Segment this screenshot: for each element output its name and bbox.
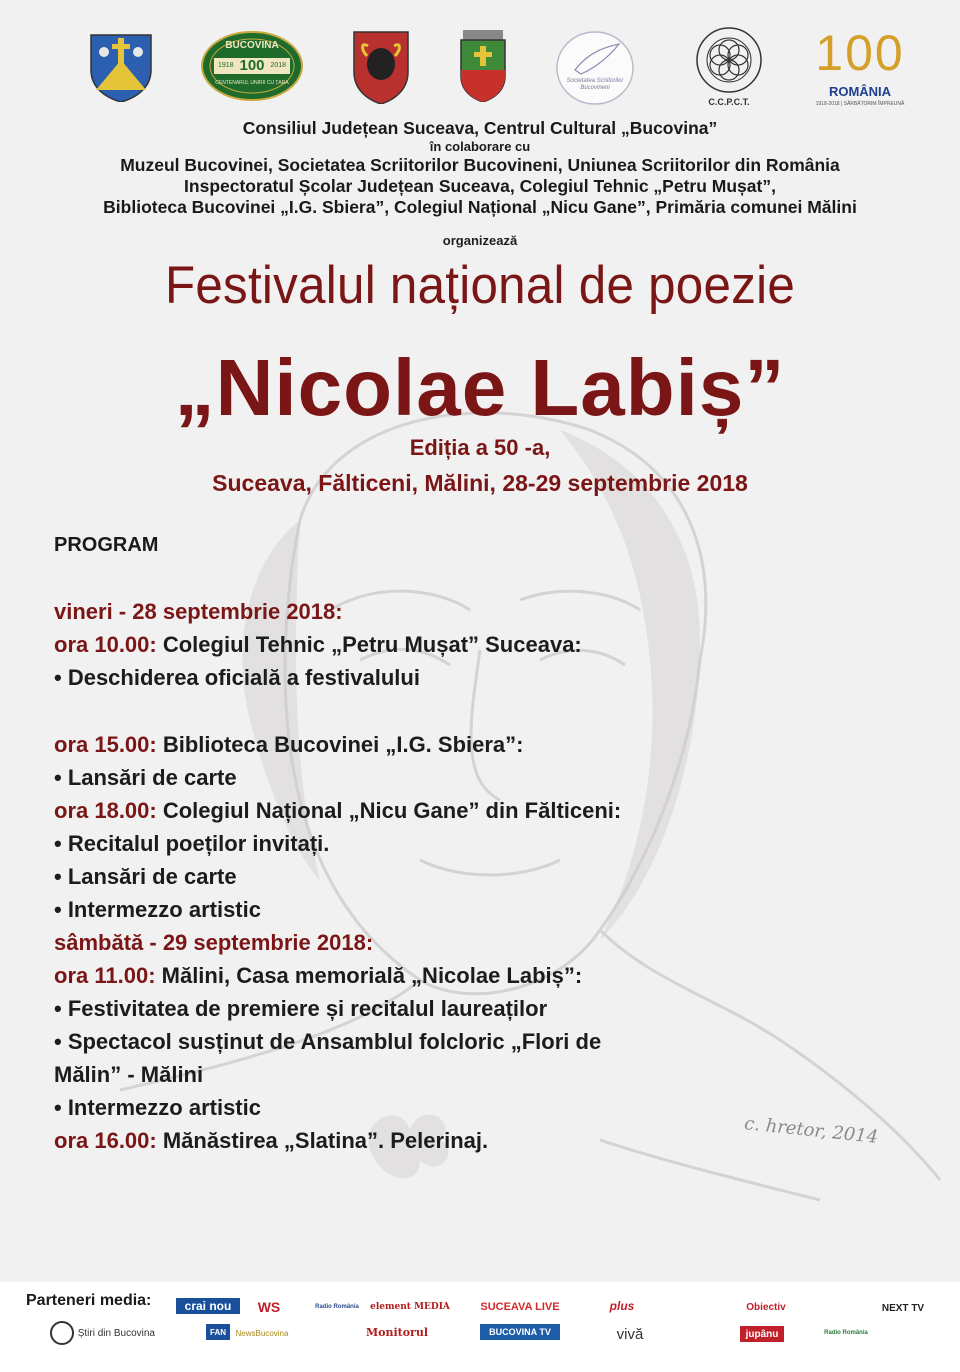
romania-100-text: ROMÂNIA [828,84,892,99]
partner-news-bucovina[interactable]: NewsBucovina [235,1328,289,1338]
program-entry [54,728,694,761]
partner-stiri-din-bucovina[interactable] [30,1322,155,1344]
event-item: • Lansări de carte [54,765,237,790]
bucovina-badge-year-right: 2018 [270,62,286,69]
day-heading: vineri - 28 septembrie 2018: [54,599,343,624]
artist-signature: c. hretor, 2014 [743,1113,880,1148]
ccpct-flower-icon [688,26,770,98]
partner-radio-romania-2[interactable]: Radio România [824,1330,868,1336]
romania-100-subtext: 1918-2018 | SĂRBĂTORIM ÎMPREUNĂ [815,101,905,107]
event-item: • Intermezzo artistic [54,897,261,922]
media-partners-label: Parteneri media: [26,1292,152,1309]
place-date: Suceava, Fălticeni, Mălini, 28-29 septembrie 2018 [212,470,748,496]
bucovina-100-badge [200,30,304,102]
societatea-scriitorilor-logo [555,30,635,106]
partner-bucovina-tv[interactable]: BUCOVINA TV [480,1324,560,1340]
sb-icon [50,1321,74,1345]
event-time: ora 11.00: [54,963,156,988]
event-place: Biblioteca Bucovinei „I.G. Sbiera”: [156,732,524,757]
event-place: Mănăstirea „Slatina”. Pelerinaj. [156,1128,489,1153]
organizeaza-label: organizează [442,233,518,248]
romania-100-number: 100 [815,25,905,81]
organizers-line-5: Biblioteca Bucovinei „I.G. Sbiera”, Colegiul Național „Nicu Gane”, Primăria comunei Mălini [103,197,857,217]
quill-circle-icon [555,30,635,106]
partner-monitorul[interactable]: Monitorul [365,1325,429,1339]
partner-ws[interactable]: WS [257,1299,281,1315]
partner-radio-romania[interactable]: Radio România [315,1304,359,1310]
societatea-logo-text: Societatea Scriitorilor Bucovineni [566,78,624,91]
ccpct-logo [688,26,770,110]
partner-element-media[interactable]: element MEDIA [370,1302,450,1312]
event-item-continued: Mălin” - Mălini [54,1062,204,1087]
event-item: • Lansări de carte [54,864,237,889]
ccpct-text: C.C.P.C.T. [708,97,750,107]
program-entry [54,959,694,992]
bucovina-badge-year-left: 1918 [218,62,234,69]
organizers-line-2: în colaborare cu [429,139,531,154]
bucovina-badge-number: 100 [239,57,265,74]
partner-stiri-label: Știri din Bucovina [77,1327,155,1339]
organizers-line-3: Muzeul Bucovinei, Societatea Scriitorilor Bucovineni, Uniunea Scriitorilor din România [120,155,840,175]
program-label: PROGRAM [54,534,159,556]
event-item: • Spectacol susținut de Ansamblul folcloric „Flori de [54,1029,602,1054]
event-item: • Recitalul poeților invitați. [54,831,330,856]
event-place: Colegiul Național „Nicu Gane” din Fălticeni: [156,798,622,823]
partner-suceava-live[interactable]: SUCEAVA LIVE [480,1301,560,1313]
program-entry [54,628,694,661]
event-item: • Intermezzo artistic [54,1095,261,1120]
event-item: • Festivitatea de premiere și recitalul laureaților [54,996,548,1021]
event-time: ora 16.00: [54,1128,157,1153]
coat-of-arms-bull-icon [350,28,412,104]
festival-title: Festivalul național de poezie [164,256,796,315]
festival-name: „Nicolae Labiș” [174,343,786,432]
bucovina-badge-subtitle: CENTENARUL UNIRII CU ȚARA [215,80,289,86]
partner-next-tv[interactable]: NEXT TV [881,1302,925,1314]
logo-row [0,22,960,118]
coat-of-arms-suceava-icon [86,30,156,102]
partner-plus-tv[interactable]: plus [609,1299,635,1313]
bucovina-badge-title: BUCOVINA [225,40,279,51]
event-time: ora 10.00: [54,632,157,657]
event-item: • Deschiderea oficială a festivalului [54,665,420,690]
program-entry [54,1124,694,1157]
organizers-line-4: Inspectoratul Școlar Județean Suceava, Colegiul Tehnic „Petru Mușat”, [184,176,776,196]
partner-jupanu[interactable]: jupânu [740,1326,784,1342]
romania-100-logo [800,26,920,110]
partner-obiectiv[interactable]: Obiectiv [746,1301,786,1313]
event-place: Colegiul Tehnic „Petru Mușat” Suceava: [156,632,582,657]
program-entry [54,794,694,827]
partner-crai-nou[interactable]: crai nou [176,1298,240,1314]
partner-viva[interactable]: vivă [616,1325,644,1343]
program-list [54,595,694,1157]
edition-label: Ediția a 50 -a, [409,435,551,460]
organizers-line-1: Consiliul Județean Suceava, Centrul Cultural „Bucovina” [242,118,718,138]
coat-of-arms-malini-icon [457,28,509,102]
event-time: ora 18.00: [54,798,157,823]
event-time: ora 15.00: [54,732,157,757]
day-heading: sâmbătă - 29 septembrie 2018: [54,930,374,955]
partner-fan[interactable]: FAN [206,1324,230,1340]
organizers-header [0,118,960,218]
event-place: Mălini, Casa memorială „Nicolae Labiș”: [155,963,583,988]
